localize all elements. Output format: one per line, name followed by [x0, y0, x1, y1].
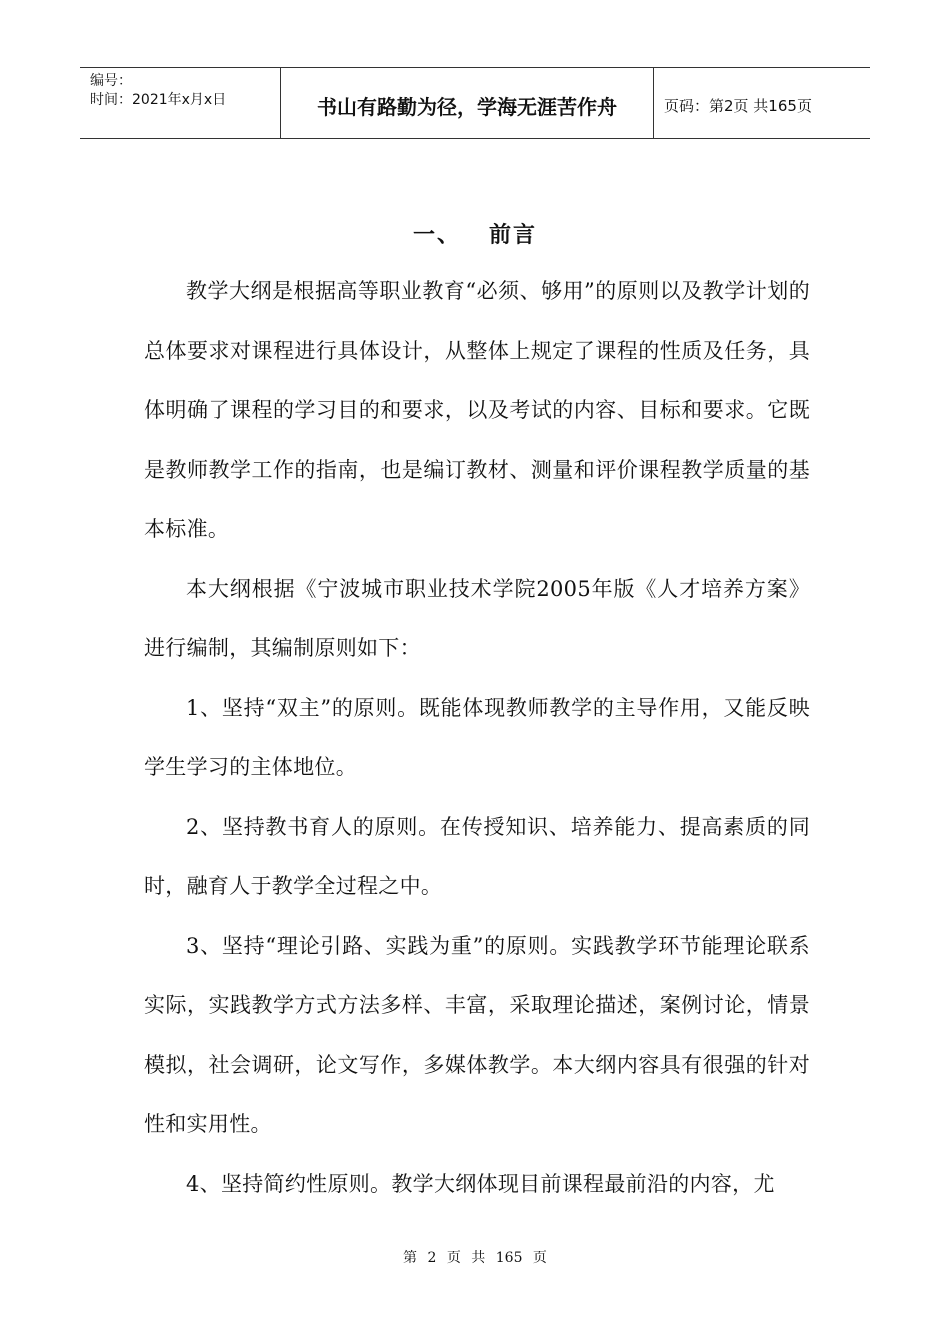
header-page-cell	[654, 68, 870, 138]
body-content	[144, 262, 810, 1214]
footer-page-number: 第 2 页 共 165 页	[403, 1250, 547, 1266]
section-number: 一、	[412, 222, 461, 248]
page-footer	[0, 1247, 950, 1267]
page-header	[80, 67, 870, 139]
header-motto-cell	[281, 68, 654, 138]
document-date-label: 时间：2021年x月x日	[90, 92, 227, 108]
section-heading	[0, 218, 950, 249]
header-motto: 书山有路勤为径，学海无涯苦作舟	[317, 94, 617, 119]
paragraph: 本大纲根据《宁波城市职业技术学院2005年版《人才培养方案》进行编制，其编制原则如下：	[144, 576, 810, 660]
paragraph: 教学大纲是根据高等职业教育“必须、够用”的原则以及教学计划的总体要求对课程进行具体设计，从整体上规定了课程的性质及任务，具体明确了课程的学习目的和要求，以及考试的内容、目标和要求。它既是教师教学工作的指南，也是编订教材、测量和评价课程教学质量的基本标准。	[144, 279, 810, 541]
paragraph: 4、坚持简约性原则。教学大纲体现目前课程最前沿的内容，尤	[186, 1171, 775, 1196]
paragraph: 2、坚持教书育人的原则。在传授知识、培养能力、提高素质的同时，融育人于教学全过程之中。	[144, 814, 810, 898]
paragraph: 1、坚持“双主”的原则。既能体现教师教学的主导作用，又能反映学生学习的主体地位。	[144, 695, 810, 779]
paragraph: 3、坚持“理论引路、实践为重”的原则。实践教学环节能理论联系实际，实践教学方式方法多样、丰富，采取理论描述，案例讨论，情景模拟，社会调研，论文写作，多媒体教学。本大纲内容具有很强的针对性和实用性。	[144, 933, 810, 1136]
header-meta-cell	[80, 68, 281, 138]
section-title: 前言	[489, 222, 538, 248]
header-page-info: 页码：第2页 共165页	[664, 96, 812, 115]
document-code-label: 编号：	[90, 73, 132, 89]
